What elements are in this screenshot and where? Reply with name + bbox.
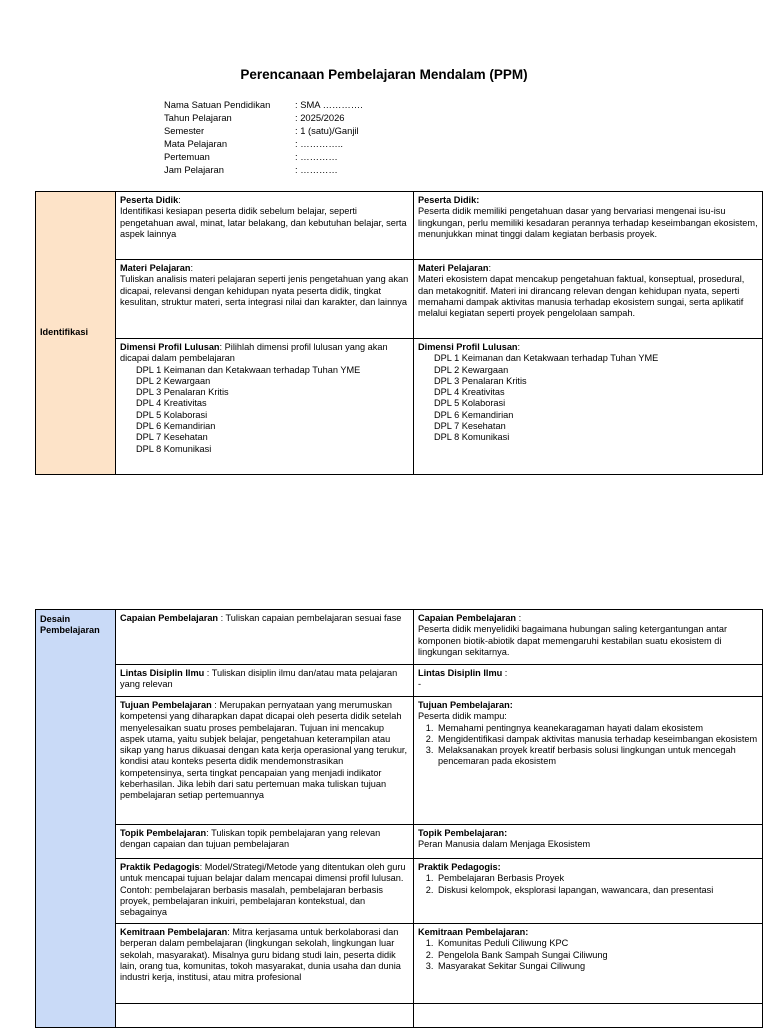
guide-text: Tuliskan analisis materi pelajaran seperti jenis pengetahuan yang akan dicapai, relevansi dengan kehidupan nyata peserta didik, tingkat kesulitan, struktur materi, serta integrasi nilai dan karakter, dan lainnya xyxy=(120,274,409,307)
example-cell-peserta xyxy=(414,192,763,260)
dpl-list xyxy=(418,353,758,443)
guide-text: : Tuliskan disiplin ilmu dan/atau mata pelajaran yang relevan xyxy=(120,668,398,690)
separator: : xyxy=(488,263,492,273)
guide-cell-praktik xyxy=(116,859,414,924)
field-label: Topik Pembelajaran xyxy=(120,828,207,838)
list-item: DPL 1 Keimanan dan Ketakwaan terhadap Tuhan YME xyxy=(136,364,361,375)
list-item: DPL 2 Kewargaan xyxy=(434,364,509,375)
field-label: Dimensi Profil Lulusan xyxy=(418,342,518,352)
meta-label: Jam Pelajaran xyxy=(164,164,224,176)
list-item: DPL 4 Kreativitas xyxy=(136,398,207,409)
list-item: 1. Komunitas Peduli Ciliwung KPC xyxy=(436,938,758,949)
separator: : xyxy=(219,342,223,352)
list-item: DPL 3 Penalaran Kritis xyxy=(434,375,527,386)
meta-row-subject xyxy=(164,137,363,150)
guide-cell-peserta xyxy=(116,192,414,260)
example-cell-lintas xyxy=(414,665,763,697)
list-item: DPL 8 Komunikasi xyxy=(136,443,212,454)
meta-value: : ………… xyxy=(295,151,338,163)
list-item: DPL 4 Kreativitas xyxy=(434,387,505,398)
list-item: DPL 5 Kolaborasi xyxy=(136,409,208,420)
table-row xyxy=(36,859,763,924)
meta-label: Tahun Pelajaran xyxy=(164,112,232,124)
example-text: Peran Manusia dalam Menjaga Ekosistem xyxy=(418,839,591,850)
example-cell-dimensi xyxy=(414,339,763,475)
guide-cell-topik xyxy=(116,825,414,859)
field-label: Peserta Didik xyxy=(120,195,179,205)
table-row xyxy=(36,339,763,475)
table-row xyxy=(36,697,763,825)
list-item: 1. Pembelajaran Berbasis Proyek xyxy=(436,873,758,884)
field-label: Praktik Pedagogis xyxy=(120,862,200,872)
kemitraan-list xyxy=(418,938,758,972)
separator: : xyxy=(516,613,522,623)
separator: : xyxy=(190,263,194,273)
example-text: Materi ekosistem dapat mencakup pengetahuan faktual, konseptual, prosedural, dan metakognitif. Materi ini dirancang relevan dengan kehidupan nyata, seperti memahami dampak aktivitas manusia terhadap ekosistem sungai, serta aplikatif melalui kegiatan seperti proyek pengelolaan sampah. xyxy=(418,274,745,319)
meta-row-hours xyxy=(164,163,363,176)
meta-row-semester xyxy=(164,124,363,137)
example-cell-materi xyxy=(414,260,763,339)
guide-cell-dimensi xyxy=(116,339,414,475)
list-item: 3. Masyarakat Sekitar Sungai Ciliwung xyxy=(436,961,758,972)
guide-text: : Mitra kerjasama untuk berkolaborasi dan berperan dalam pembelajaran (lingkungan sekolah, lingkungan luar sekolah, masyarakat). Misalnya guru bidang studi lain, peserta didik lain, orang tua, komunitas, tokoh masyarakat, dunia usaha dan dunia industri kerja, institusi, atau mitra profesional xyxy=(120,927,401,983)
example-text: Peserta didik memiliki pengetahuan dasar yang bervariasi mengenai isu-isu lingkungan, perlu memiliki kesadaran perannya terhadap keseimbangan ekosistem, menunjukkan minat tinggi dalam kegiatan berbasis proyek. xyxy=(418,206,758,239)
table-row xyxy=(36,610,763,665)
field-label: Materi Pelajaran xyxy=(120,263,191,273)
field-label: Tujuan Pembelajaran: xyxy=(418,700,513,710)
guide-text: : Tuliskan topik pembelajaran yang relevan dengan capaian dan tujuan pembelajaran xyxy=(120,828,381,850)
field-label: Capaian Pembelajaran xyxy=(120,613,219,623)
tujuan-list xyxy=(418,723,758,768)
list-item: DPL 7 Kesehatan xyxy=(136,432,208,443)
table-row xyxy=(36,924,763,1004)
list-item: DPL 3 Penalaran Kritis xyxy=(136,387,229,398)
meta-label: Semester xyxy=(164,125,205,137)
example-text: Peserta didik menyelidiki bagaimana hubungan saling ketergantungan antar komponen biotik-abiotik dapat memengaruhi kestabilan suatu ekosistem di lingkungan sekitarnya. xyxy=(418,624,728,657)
identifikasi-table xyxy=(35,191,763,475)
guide-cell-kemitraan xyxy=(116,924,414,1004)
guide-text: Pilihlah dimensi profil lulusan yang akan dicapai dalam pembelajaran xyxy=(120,342,388,364)
section-label-desain: Desain Pembelajaran xyxy=(36,610,116,1028)
list-item: DPL 6 Kemandirian xyxy=(136,421,216,432)
meta-value: : ………….. xyxy=(295,138,343,150)
example-text: - xyxy=(418,679,422,690)
field-label: Capaian Pembelajaran xyxy=(418,613,517,623)
list-item: 1. Memahami pentingnya keanekaragaman hayati dalam ekosistem xyxy=(436,723,758,734)
table-row xyxy=(36,260,763,339)
list-item: DPL 5 Kolaborasi xyxy=(434,398,506,409)
document-meta xyxy=(164,98,363,177)
meta-row-meeting xyxy=(164,150,363,163)
guide-cell-tujuan xyxy=(116,697,414,825)
table-row xyxy=(36,665,763,697)
example-cell-kemitraan xyxy=(414,924,763,1004)
field-label: Tujuan Pembelajaran xyxy=(120,700,212,710)
guide-text: : Model/Strategi/Metode yang ditentukan oleh guru untuk mencapai tujuan belajar dalam mencapai dimensi profil lulusan. Contoh: pembelajaran berbasis masalah, pembelajaran berbasis proyek, pembelajaran inkuiri, pembelajaran kontekstual, dan sebagainya xyxy=(120,862,406,918)
guide-cell-lintas xyxy=(116,665,414,697)
table-row xyxy=(36,192,763,260)
field-label: Materi Pelajaran xyxy=(418,263,489,273)
guide-text: : Merupakan pernyataan yang merumuskan kompetensi yang diharapkan dapat dicapai oleh peserta didik setelah menyelesaikan suatu proses pembelajaran. Tujuan ini mencakup aspek utama, yaitu subjek belajar, pengetahuan keterampilan atau sikap yang harus dikuasai dengan kata kerja operasional yang terukur, kondisi atau konteks peserta didik mendemonstrasikan kompetensinya, serta tingkat pencapaian yang menjadi indikator keberhasilan. Jika lebih dari satu pertemuan maka tuliskan tujuan pembelajaran setiap pertemuannya xyxy=(120,700,408,801)
meta-value: : 2025/2026 xyxy=(295,112,345,124)
dpl-list xyxy=(120,365,409,455)
meta-value: : 1 (satu)/Ganjil xyxy=(295,125,359,137)
field-label: Topik Pembelajaran: xyxy=(418,828,508,838)
meta-value: : SMA …………. xyxy=(295,99,363,110)
list-item: DPL 1 Keimanan dan Ketakwaan terhadap Tuhan YME xyxy=(434,353,659,364)
list-item: 2. Diskusi kelompok, eksplorasi lapangan, wawancara, dan presentasi xyxy=(436,885,758,896)
list-item: DPL 6 Kemandirian xyxy=(434,409,514,420)
separator: : xyxy=(502,668,508,678)
list-item: DPL 8 Komunikasi xyxy=(434,432,510,443)
example-cell-topik xyxy=(414,825,763,859)
field-label: Kemitraan Pembelajaran: xyxy=(418,927,529,937)
example-cell-praktik xyxy=(414,859,763,924)
list-item: DPL 2 Kewargaan xyxy=(136,375,211,386)
desain-table xyxy=(35,609,763,1028)
separator: : xyxy=(517,342,521,352)
page-title: Perencanaan Pembelajaran Mendalam (PPM) xyxy=(240,67,528,82)
praktik-list xyxy=(418,873,758,896)
meta-label: Mata Pelajaran xyxy=(164,138,228,150)
meta-value: : ………… xyxy=(295,164,338,176)
field-label: Lintas Disiplin Ilmu xyxy=(418,668,503,678)
meta-label: Nama Satuan Pendidikan xyxy=(164,99,271,110)
example-text: Peserta didik mampu: xyxy=(418,711,507,722)
separator: : xyxy=(178,195,181,205)
guide-cell-capaian xyxy=(116,610,414,665)
field-label: Peserta Didik: xyxy=(418,195,480,205)
guide-cell-materi xyxy=(116,260,414,339)
field-label: Dimensi Profil Lulusan xyxy=(120,342,220,352)
list-item: 3. Melaksanakan proyek kreatif berbasis solusi lingkungan untuk mencegah pencemaran pada ekosistem xyxy=(436,745,758,768)
list-item: 2. Mengidentifikasi dampak aktivitas manusia terhadap keseimbangan ekosistem xyxy=(436,734,758,745)
field-label: Lintas Disiplin Ilmu xyxy=(120,668,205,678)
list-item: 2. Pengelola Bank Sampah Sungai Ciliwung xyxy=(436,950,758,961)
example-cell-capaian xyxy=(414,610,763,665)
meta-label: Pertemuan xyxy=(164,151,210,163)
list-item: DPL 7 Kesehatan xyxy=(434,421,506,432)
meta-row-school xyxy=(164,98,363,111)
table-row xyxy=(36,825,763,859)
section-label-identifikasi: Identifikasi xyxy=(36,192,116,475)
field-label: Praktik Pedagogis: xyxy=(418,862,501,872)
example-cell-tujuan xyxy=(414,697,763,825)
field-label: Kemitraan Pembelajaran xyxy=(120,927,228,937)
meta-row-year xyxy=(164,111,363,124)
guide-text: Identifikasi kesiapan peserta didik sebelum belajar, seperti pengetahuan awal, minat, latar belakang, dan kebutuhan belajar, serta aspek lainnya xyxy=(120,206,407,239)
guide-text: : Tuliskan capaian pembelajaran sesuai fase xyxy=(218,613,402,623)
